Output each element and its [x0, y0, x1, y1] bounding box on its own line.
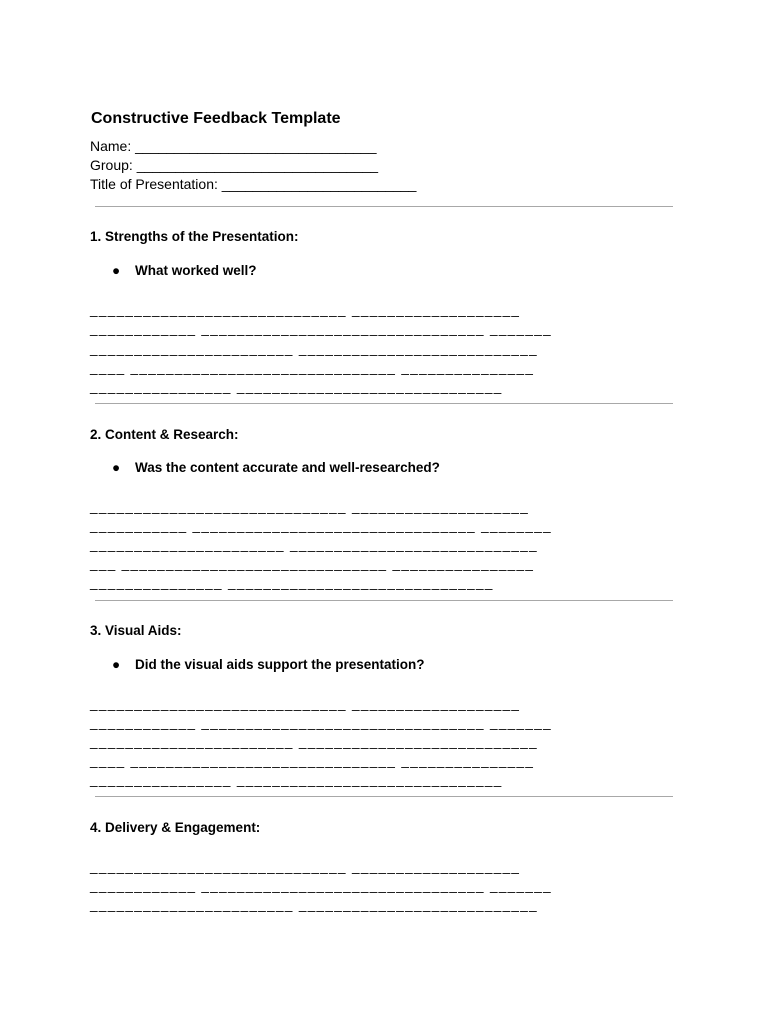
answer-line: ______________________ ____________________________: [90, 537, 539, 552]
bullet-icon: ●: [112, 263, 121, 278]
document-title: Constructive Feedback Template: [91, 110, 341, 127]
answer-line: ____________ ________________________________ _______: [90, 321, 552, 336]
section-divider: [95, 403, 673, 404]
answer-line: _____________________________ ____________________: [90, 499, 530, 514]
bullet-icon: ●: [112, 460, 121, 475]
question-text: Was the content accurate and well-researched?: [135, 460, 440, 475]
answer-line: ____ ______________________________ _______________: [90, 753, 535, 768]
answer-line: ____________ ________________________________ _______: [90, 715, 552, 730]
answer-line: _______________________ ___________________________: [90, 897, 539, 912]
section-heading-strengths: 1. Strengths of the Presentation:: [90, 229, 299, 244]
answer-line: _______________________ ___________________________: [90, 341, 539, 356]
answer-line: ____________ ________________________________ _______: [90, 878, 552, 893]
bullet-icon: ●: [112, 657, 121, 672]
question-visual-aids-support: [112, 657, 425, 673]
presentation-title-field-line: Title of Presentation: _________________________: [90, 176, 417, 192]
section-divider: [95, 600, 673, 601]
group-field-line: Group: _______________________________: [90, 157, 379, 173]
answer-line: ________________ ______________________________: [90, 772, 503, 787]
name-field-line: Name: _______________________________: [90, 138, 377, 154]
answer-line: _____________________________ ___________________: [90, 302, 521, 317]
answer-line: ________________ ______________________________: [90, 379, 503, 394]
section-heading-visual-aids: 3. Visual Aids:: [90, 623, 182, 638]
answer-line: _______________________ ___________________________: [90, 734, 539, 749]
answer-line: ___________ ________________________________ ________: [90, 518, 552, 533]
answer-line: _____________________________ ___________________: [90, 859, 521, 874]
question-content-accurate: [112, 460, 440, 476]
section-heading-content-research: 2. Content & Research:: [90, 427, 239, 442]
answer-line: ____ ______________________________ _______________: [90, 360, 535, 375]
question-text: What worked well?: [135, 263, 257, 278]
section-divider: [95, 796, 673, 797]
section-heading-delivery-engagement: 4. Delivery & Engagement:: [90, 820, 261, 835]
question-what-worked-well: [112, 263, 257, 279]
answer-line: ___ ______________________________ ________________: [90, 556, 535, 571]
answer-line: _______________ ______________________________: [90, 575, 494, 590]
question-text: Did the visual aids support the presentation?: [135, 657, 425, 672]
section-divider: [95, 206, 673, 207]
answer-line: _____________________________ ___________________: [90, 696, 521, 711]
